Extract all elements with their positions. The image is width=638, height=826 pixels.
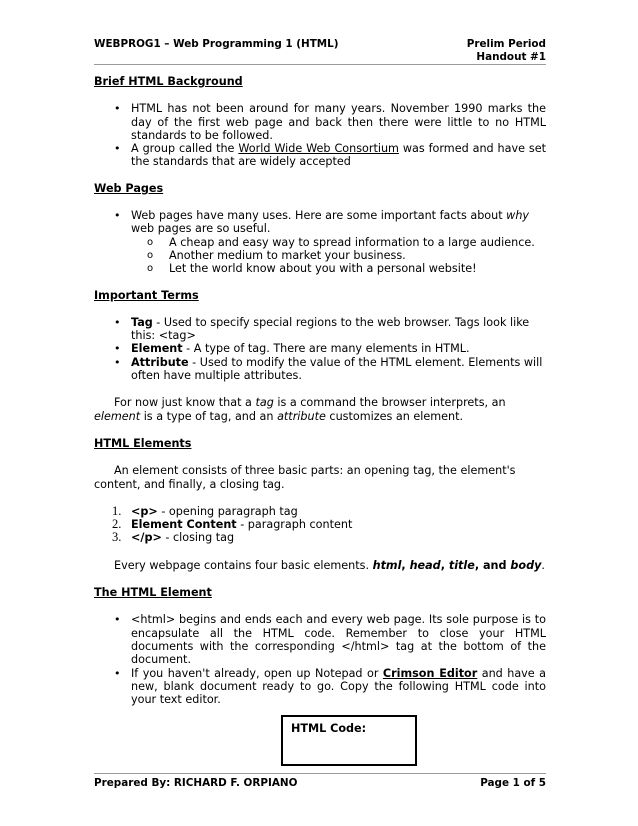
code-box-label: HTML Code:: [291, 722, 367, 735]
html-code-box: [281, 715, 417, 766]
terms-list: [94, 316, 546, 382]
sub-list-item: o Another medium to market your business.: [147, 248, 406, 262]
list-item: • A group called the World Wide Web Consortium was formed and have set the standards that are widely accepted: [114, 142, 547, 169]
crimson-editor-link[interactable]: Crimson Editor: [382, 666, 478, 680]
author-credit: Prepared By: RICHARD F. ORPIANO: [94, 777, 298, 789]
list-item: 2. Element Content - paragraph content: [112, 517, 353, 532]
circle-bullet-icon: o: [147, 236, 154, 248]
heading-web-pages: Web Pages: [94, 181, 164, 195]
web-pages-list: [94, 209, 546, 275]
bullet-icon: •: [114, 315, 121, 329]
list-item: 3. </p> - closing tag: [112, 530, 235, 545]
bullet-icon: •: [114, 342, 121, 356]
period-info: [467, 38, 546, 64]
list-item: • If you haven't already, open up Notepad or Crimson Editor and have a new, blank document ready to go. Copy the following HTML code into your text editor.: [114, 666, 546, 707]
list-item: • Element - A type of tag. There are many elements in HTML.: [114, 342, 470, 356]
heading-important-terms: Important Terms: [94, 288, 199, 302]
heading-html-elements: HTML Elements: [94, 436, 192, 450]
course-title: WEBPROG1 – Web Programming 1 (HTML): [94, 38, 339, 50]
circle-bullet-icon: o: [147, 263, 154, 275]
list-item: • HTML has not been around for many years. November 1990 marks the day of the first web page and back then there were little to no HTML standards to be followed.: [114, 102, 546, 142]
w3c-link[interactable]: World Wide Web Consortium: [238, 142, 399, 156]
list-item: 1. <p> - opening paragraph tag: [112, 503, 298, 518]
bullet-icon: •: [114, 102, 121, 116]
element-parts-list: [94, 505, 546, 545]
heading-the-html-element: The HTML Element: [94, 586, 212, 600]
bullet-icon: •: [114, 355, 121, 369]
list-item: • Attribute - Used to modify the value of the HTML element. Elements will often have multiple attributes.: [114, 355, 543, 383]
bullet-icon: •: [114, 613, 121, 627]
heading-brief-html-background: Brief HTML Background: [94, 75, 243, 88]
header-divider: [94, 64, 546, 65]
bullet-icon: •: [114, 666, 121, 680]
list-item: • Tag - Used to specify special regions to the web browser. Tags look like this: <tag>: [114, 315, 530, 343]
sub-list-item: o Let the world know about you with a personal website!: [147, 262, 477, 276]
background-list: [94, 102, 546, 168]
handout-label: Handout #1: [476, 51, 546, 63]
sub-list-item: o A cheap and easy way to spread information to a large audience.: [147, 235, 535, 249]
list-item: • <html> begins and ends each and every web page. Its sole purpose is to encapsulate all the HTML code. Remember to close your HTML documents with the corresponding </html> tag at the bottom of the document.: [114, 613, 546, 667]
bullet-icon: •: [114, 209, 121, 223]
page-number: Page 1 of 5: [480, 777, 546, 789]
list-item: • Web pages have many uses. Here are some important facts about why web pages are so useful.: [114, 209, 530, 236]
bullet-icon: •: [114, 142, 121, 156]
elements-intro: An element consists of three basic parts: an opening tag, the element's content, and finally, a closing tag.: [94, 464, 516, 491]
document-body: [94, 75, 546, 706]
circle-bullet-icon: o: [147, 249, 154, 261]
period-label: Prelim Period: [466, 38, 546, 50]
four-elements-note: Every webpage contains four basic elements. html, head, title, and body.: [114, 558, 545, 572]
html-element-list: [94, 613, 546, 706]
terms-summary: For now just know that a tag is a command the browser interprets, an element is a type of tag, and an attribute customizes an element.: [94, 396, 506, 423]
footer-divider: [94, 773, 546, 774]
